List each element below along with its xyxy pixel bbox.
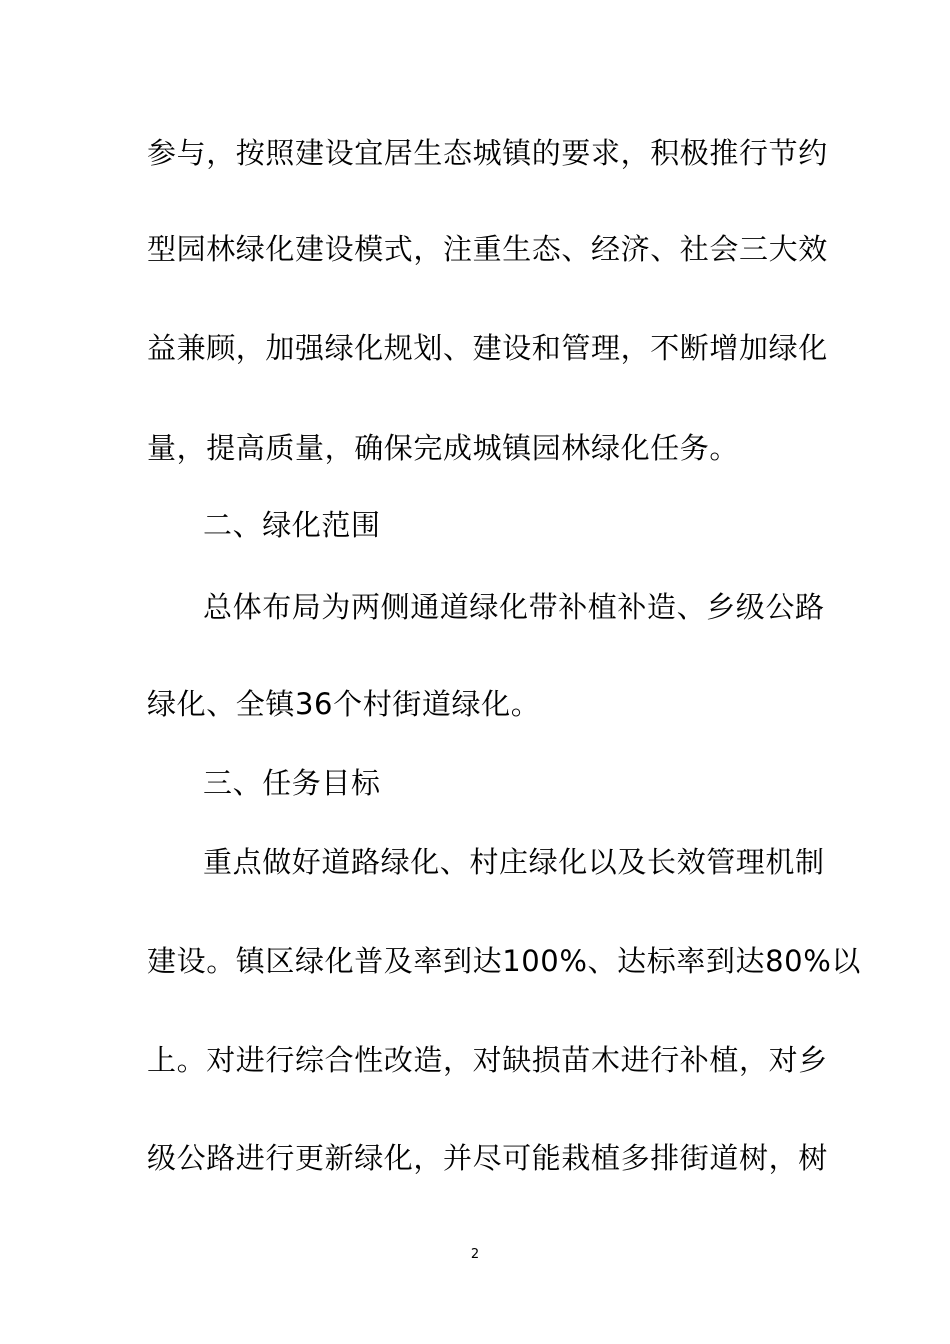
section-heading: 三、任务目标: [203, 766, 381, 800]
paragraph-line: 重点做好道路绿化、村庄绿化以及长效管理机制: [203, 845, 825, 879]
paragraph-line: 参与，按照建设宜居生态城镇的要求，积极推行节约: [147, 136, 828, 170]
page-number: 2: [470, 1247, 480, 1262]
paragraph-line: 益兼顾，加强绿化规划、建设和管理，不断增加绿化: [147, 331, 828, 365]
paragraph-line: 绿化、全镇36个村街道绿化。: [147, 687, 541, 721]
section-heading: 二、绿化范围: [203, 508, 381, 542]
paragraph-line: 建设。镇区绿化普及率到达100%、达标率到达80%以: [147, 944, 861, 978]
paragraph-line: 型园林绿化建设模式，注重生态、经济、社会三大效: [147, 232, 828, 266]
paragraph-line: 量，提高质量，确保完成城镇园林绿化任务。: [147, 431, 740, 465]
paragraph-line: 上。对进行综合性改造，对缺损苗木进行补植，对乡: [147, 1043, 828, 1077]
paragraph-line: 级公路进行更新绿化，并尽可能栽植多排街道树，树: [147, 1141, 828, 1175]
paragraph-line: 总体布局为两侧通道绿化带补植补造、乡级公路: [203, 590, 825, 624]
